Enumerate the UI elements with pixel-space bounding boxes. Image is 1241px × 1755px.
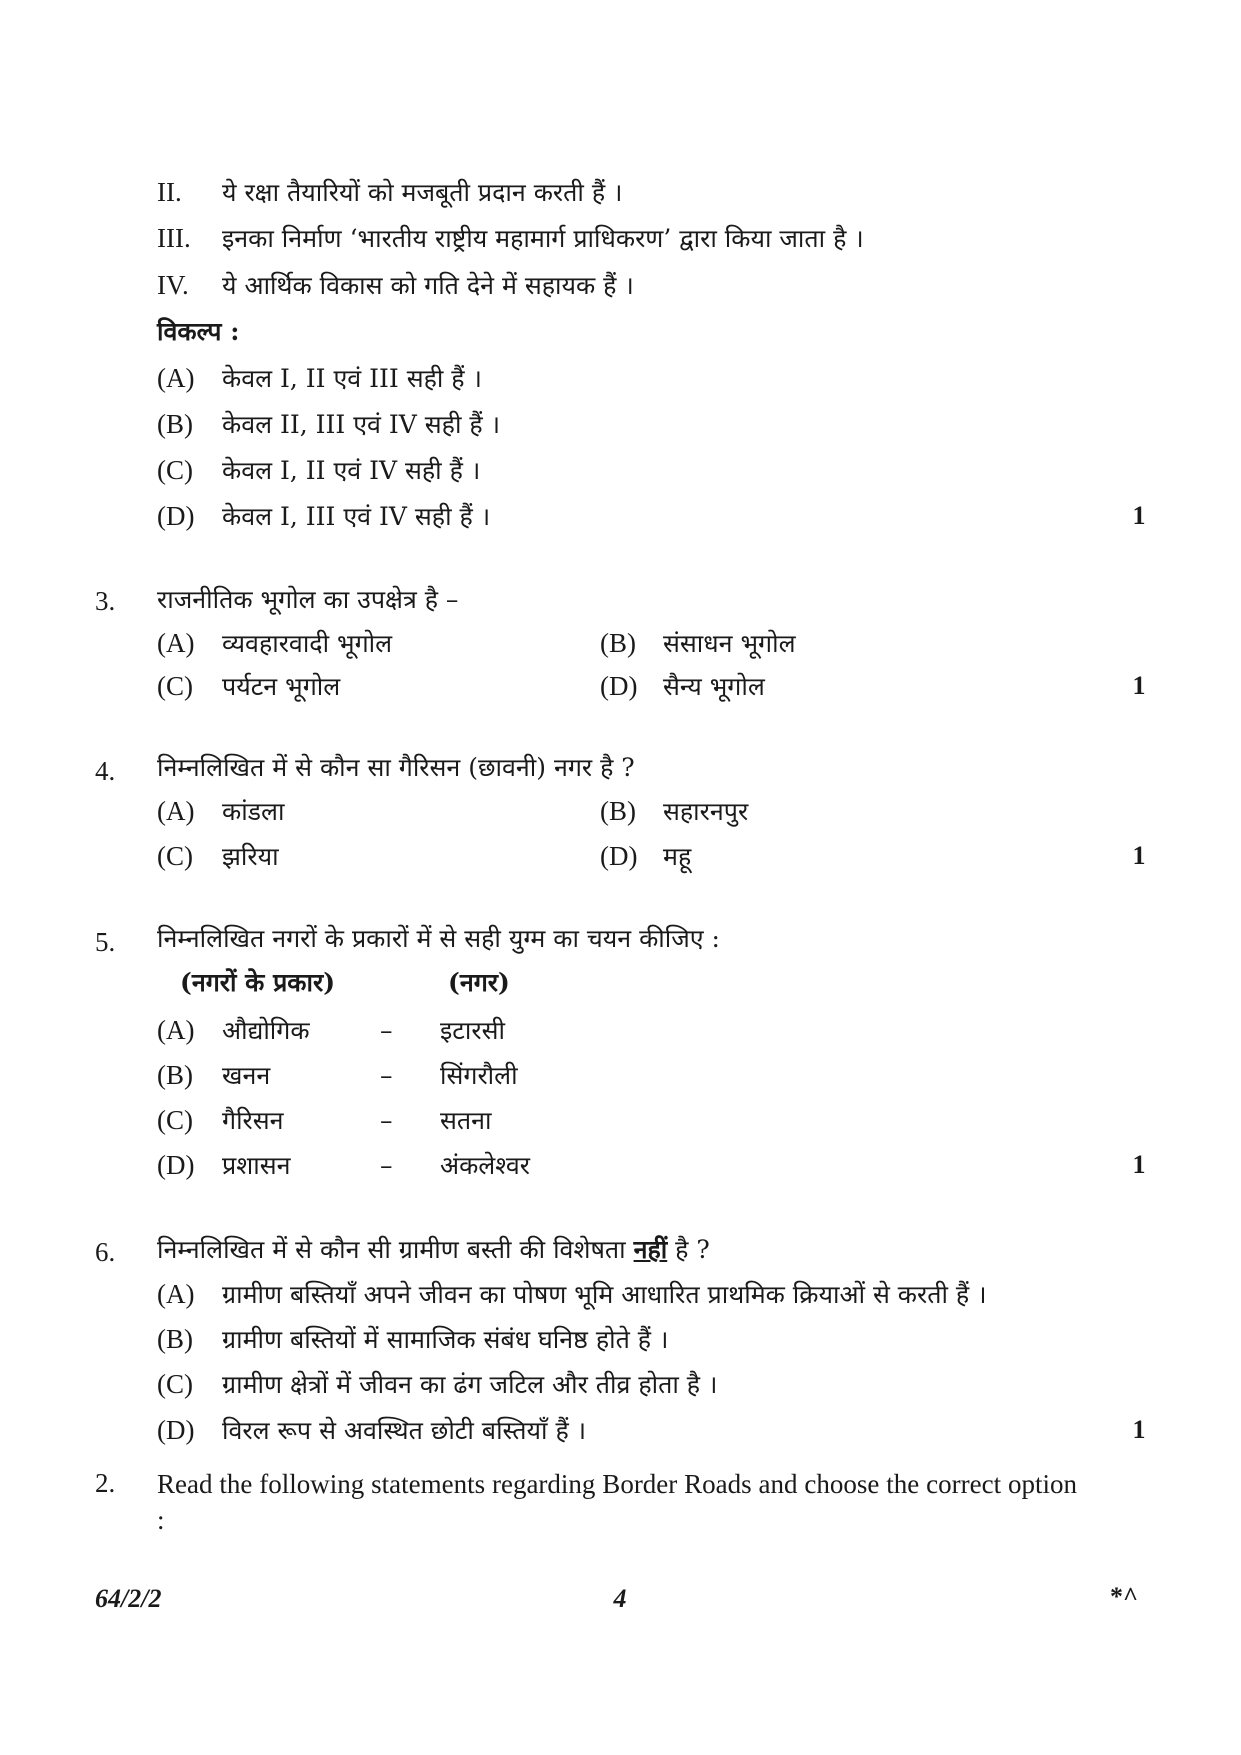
option-text: केवल II, III एवं IV सही हैं । [222, 410, 501, 439]
option-label: (B) [600, 628, 636, 658]
marks: 1 [1132, 671, 1146, 700]
question-number: 6. [95, 1237, 116, 1267]
option-label: (C) [157, 1369, 193, 1399]
option-label: (D) [157, 501, 195, 531]
option-type: औद्योगिक [222, 1016, 310, 1045]
option-label: (A) [157, 628, 195, 658]
statement-number: IV. [157, 270, 189, 300]
option-text: कांडला [222, 797, 285, 826]
dash: – [380, 1106, 393, 1135]
question-text: Read the following statements regarding Border Roads and choose the correct option : [157, 1469, 1077, 1535]
option-text: केवल I, II एवं III सही हैं । [222, 364, 483, 393]
marks: 1 [1132, 841, 1146, 870]
question-text [157, 1234, 710, 1266]
emphasis-not: नहीं [633, 1235, 668, 1264]
option-type: प्रशासन [222, 1151, 291, 1180]
question-number: 2. [95, 1468, 116, 1498]
option-type: खनन [222, 1061, 271, 1090]
option-label: (C) [157, 841, 193, 871]
option-text: सहारनपुर [663, 797, 749, 826]
option-label: (C) [157, 1105, 193, 1135]
option-text: सैन्य भूगोल [663, 672, 765, 701]
question-text: राजनीतिक भूगोल का उपक्षेत्र है – [157, 585, 459, 614]
option-label: (A) [157, 796, 195, 826]
option-city: अंकलेश्वर [440, 1151, 531, 1180]
option-label: (D) [157, 1150, 195, 1180]
dash: – [380, 1061, 393, 1090]
option-text: महू [663, 842, 692, 871]
column-header-cities: (नगर) [448, 968, 510, 997]
option-text: ग्रामीण बस्तियों में सामाजिक संबंध घनिष्ठ होते हैं । [222, 1325, 669, 1354]
option-text: संसाधन भूगोल [663, 629, 796, 658]
marks: 1 [1132, 1150, 1146, 1179]
option-label: (A) [157, 363, 195, 393]
marks: 1 [1132, 1415, 1146, 1444]
marks: 1 [1132, 501, 1146, 530]
statement-text: ये रक्षा तैयारियों को मजबूती प्रदान करती हैं । [222, 178, 623, 207]
question-number: 5. [95, 927, 116, 957]
statement-text: इनका निर्माण ‘भारतीय राष्ट्रीय महामार्ग प्राधिकरण’ द्वारा किया जाता है । [222, 224, 864, 253]
option-label: (D) [157, 1415, 195, 1445]
option-label: (D) [600, 841, 638, 871]
option-city: सतना [440, 1106, 492, 1135]
option-label: (B) [600, 796, 636, 826]
option-label: (B) [157, 1060, 193, 1090]
option-city: सिंगरौली [440, 1061, 518, 1090]
option-label: (D) [600, 671, 638, 701]
option-text: केवल I, II एवं IV सही हैं । [222, 456, 481, 485]
statement-text: ये आर्थिक विकास को गति देने में सहायक हैं । [222, 271, 634, 300]
page-number: 4 [613, 1584, 627, 1613]
option-text: विरल रूप से अवस्थित छोटी बस्तियाँ हैं । [222, 1416, 587, 1445]
paper-code: 64/2/2 [95, 1584, 162, 1613]
option-text: ग्रामीण बस्तियाँ अपने जीवन का पोषण भूमि आधारित प्राथमिक क्रियाओं से करती हैं । [222, 1280, 987, 1309]
question-text-after: है ? [667, 1235, 710, 1264]
option-text: पर्यटन भूगोल [222, 672, 341, 701]
question-text: निम्नलिखित नगरों के प्रकारों में से सही युग्म का चयन कीजिए : [157, 924, 720, 953]
option-label: (B) [157, 409, 193, 439]
dash: – [380, 1016, 393, 1045]
option-text: केवल I, III एवं IV सही हैं । [222, 502, 491, 531]
question-number: 4. [95, 756, 116, 786]
option-text: व्यवहारवादी भूगोल [222, 629, 393, 658]
footer-mark: *^ [1110, 1582, 1139, 1611]
statement-number: II. [157, 177, 182, 207]
column-header-types: (नगरों के प्रकार) [180, 968, 336, 997]
option-label: (C) [157, 671, 193, 701]
option-label: (A) [157, 1015, 195, 1045]
option-label: (B) [157, 1324, 193, 1354]
dash: – [380, 1151, 393, 1180]
option-city: इटारसी [440, 1016, 505, 1045]
option-type: गैरिसन [222, 1106, 284, 1135]
option-text: झरिया [222, 842, 279, 871]
option-label: (C) [157, 455, 193, 485]
question-text-before: निम्नलिखित में से कौन सी ग्रामीण बस्ती की विशेषता [157, 1235, 634, 1264]
statement-number: III. [157, 223, 191, 253]
option-text: ग्रामीण क्षेत्रों में जीवन का ढंग जटिल और तीव्र होता है । [222, 1370, 718, 1399]
question-number: 3. [95, 586, 116, 616]
options-label: विकल्प : [157, 317, 240, 346]
option-label: (A) [157, 1279, 195, 1309]
question-text: निम्नलिखित में से कौन सा गैरिसन (छावनी) नगर है ? [157, 753, 635, 782]
